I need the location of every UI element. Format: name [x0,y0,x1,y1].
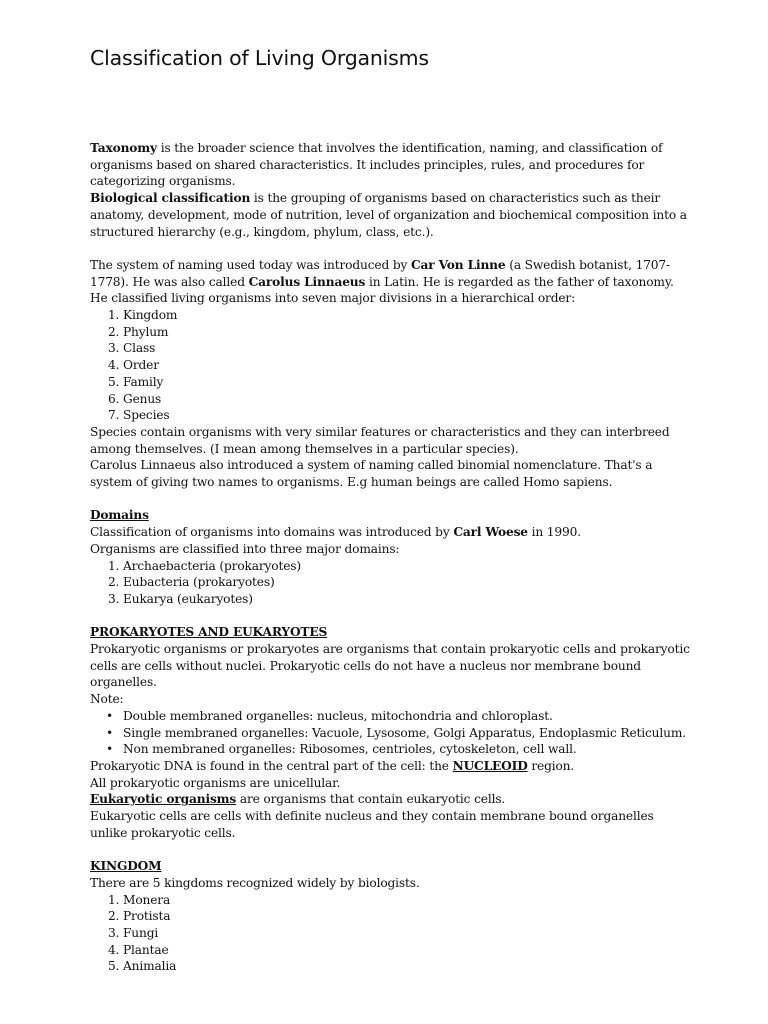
biological-classification-paragraph [90,190,690,240]
list-item: 1. Archaebacteria (prokaryotes) [123,558,690,575]
list-item: 4. Plantae [123,942,690,959]
page-title: Classification of Living Organisms [90,46,429,70]
list-item: • Single membraned organelles: Vacuole, Lysosome, Golgi Apparatus, Endoplasmic Reticulum. [106,725,690,742]
eukaryotic-term: Eukaryotic organisms [90,792,237,807]
carl-woese: Carl Woese [453,525,528,540]
nucleoid-term: NUCLEOID [452,758,528,773]
taxonomic-ranks-list [90,307,690,424]
biological-classification-definition: is the grouping of organisms based on characteristics such as their anatomy, development, mode of nutrition, level of organization and biochemical composition into a structured hierarchy (e.g., kingdom, phylum, class, etc.). [90,191,687,239]
naming-paragraph [90,257,690,307]
list-item: 5. Family [123,374,690,391]
list-item: 1. Monera [123,892,690,909]
list-item: 3. Eukarya (eukaryotes) [123,591,690,608]
naming-text-2: (a Swedish botanist, 1707-1778). He was also called [90,257,670,289]
list-item: 1. Kingdom [123,307,690,324]
unicellular-paragraph: All prokaryotic organisms are unicellular. [90,775,341,790]
note-label: Note: [90,692,124,707]
biological-classification-term: Biological classification [90,191,251,206]
list-item: 5. Animalia [123,958,690,975]
list-item: 2. Eubacteria (prokaryotes) [123,574,690,591]
binomial-paragraph: Carolus Linnaeus also introduced a system of naming called binomial nomenclature. That's a system of giving two names to organisms. E.g human beings are called Homo sapiens. [90,458,653,490]
list-item: 2. Protista [123,908,690,925]
eukaryotic-cells-paragraph: Eukaryotic cells are cells with definite nucleus and they contain membrane bound organelles unlike prokaryotic cells. [90,809,654,840]
nucleoid-paragraph [90,758,690,775]
nucleoid-text-1: Prokaryotic DNA is found in the central part of the cell: the [90,758,453,773]
prokaryotes-paragraph: Prokaryotic organisms or prokaryotes are organisms that contain prokaryotic cells and prokaryotic cells are cells without nuclei. Prokaryotic cells do not have a nucleus nor membrane bound organelles. [90,642,690,690]
naming-text-3: in Latin. He is regarded as the father of taxonomy. He classified living organisms into seven major divisions in a hierarchical order: [90,274,674,306]
list-item: 3. Class [123,340,690,357]
list-item: • Double membraned organelles: nucleus, mitochondria and chloroplast. [106,708,690,725]
list-item: 4. Order [123,357,690,374]
kingdom-intro: There are 5 kingdoms recognized widely by biologists. [90,875,420,890]
naming-text-1: The system of naming used today was introduced by [90,257,411,272]
prokaryotes-heading: PROKARYOTES AND EUKARYOTES [90,625,328,640]
eukaryotic-text: are organisms that contain eukaryotic cells. [236,792,506,807]
spacer [90,491,690,508]
taxonomy-definition: is the broader science that involves the identification, naming, and classification of organisms based on shared characteristics. It includes principles, rules, and procedures for categorizing organisms. [90,141,663,189]
species-paragraph: Species contain organisms with very similar features or characteristics and they can interbreed among themselves. (I mean among themselves in a particular species). [90,424,670,456]
nucleoid-text-2: region. [527,758,575,773]
spacer [90,608,690,625]
organelles-list [90,708,690,758]
list-item: 6. Genus [123,391,690,408]
list-item: 7. Species [123,407,690,424]
kingdom-heading: KINGDOM [90,859,162,874]
list-item: • Non membraned organelles: Ribosomes, centrioles, cytoskeleton, cell wall. [106,741,690,758]
taxonomy-paragraph [90,140,690,190]
domains-intro [90,524,690,541]
domains-lead: Organisms are classified into three major domains: [90,541,400,556]
taxonomy-term: Taxonomy [90,141,157,155]
eukaryotic-paragraph [90,791,690,808]
domains-text-1: Classification of organisms into domains was introduced by [90,525,454,540]
carolus-linnaeus: Carolus Linnaeus [248,274,366,289]
list-item: 3. Fungi [123,925,690,942]
list-item: 2. Phylum [123,324,690,341]
spacer [90,240,690,257]
spacer [90,841,690,858]
domains-list [90,558,690,608]
domains-text-2: in 1990. [527,525,581,540]
domains-heading: Domains [90,508,149,523]
car-von-linne: Car Von Linne [410,257,506,272]
kingdoms-list [90,892,690,976]
document-body [90,140,690,975]
